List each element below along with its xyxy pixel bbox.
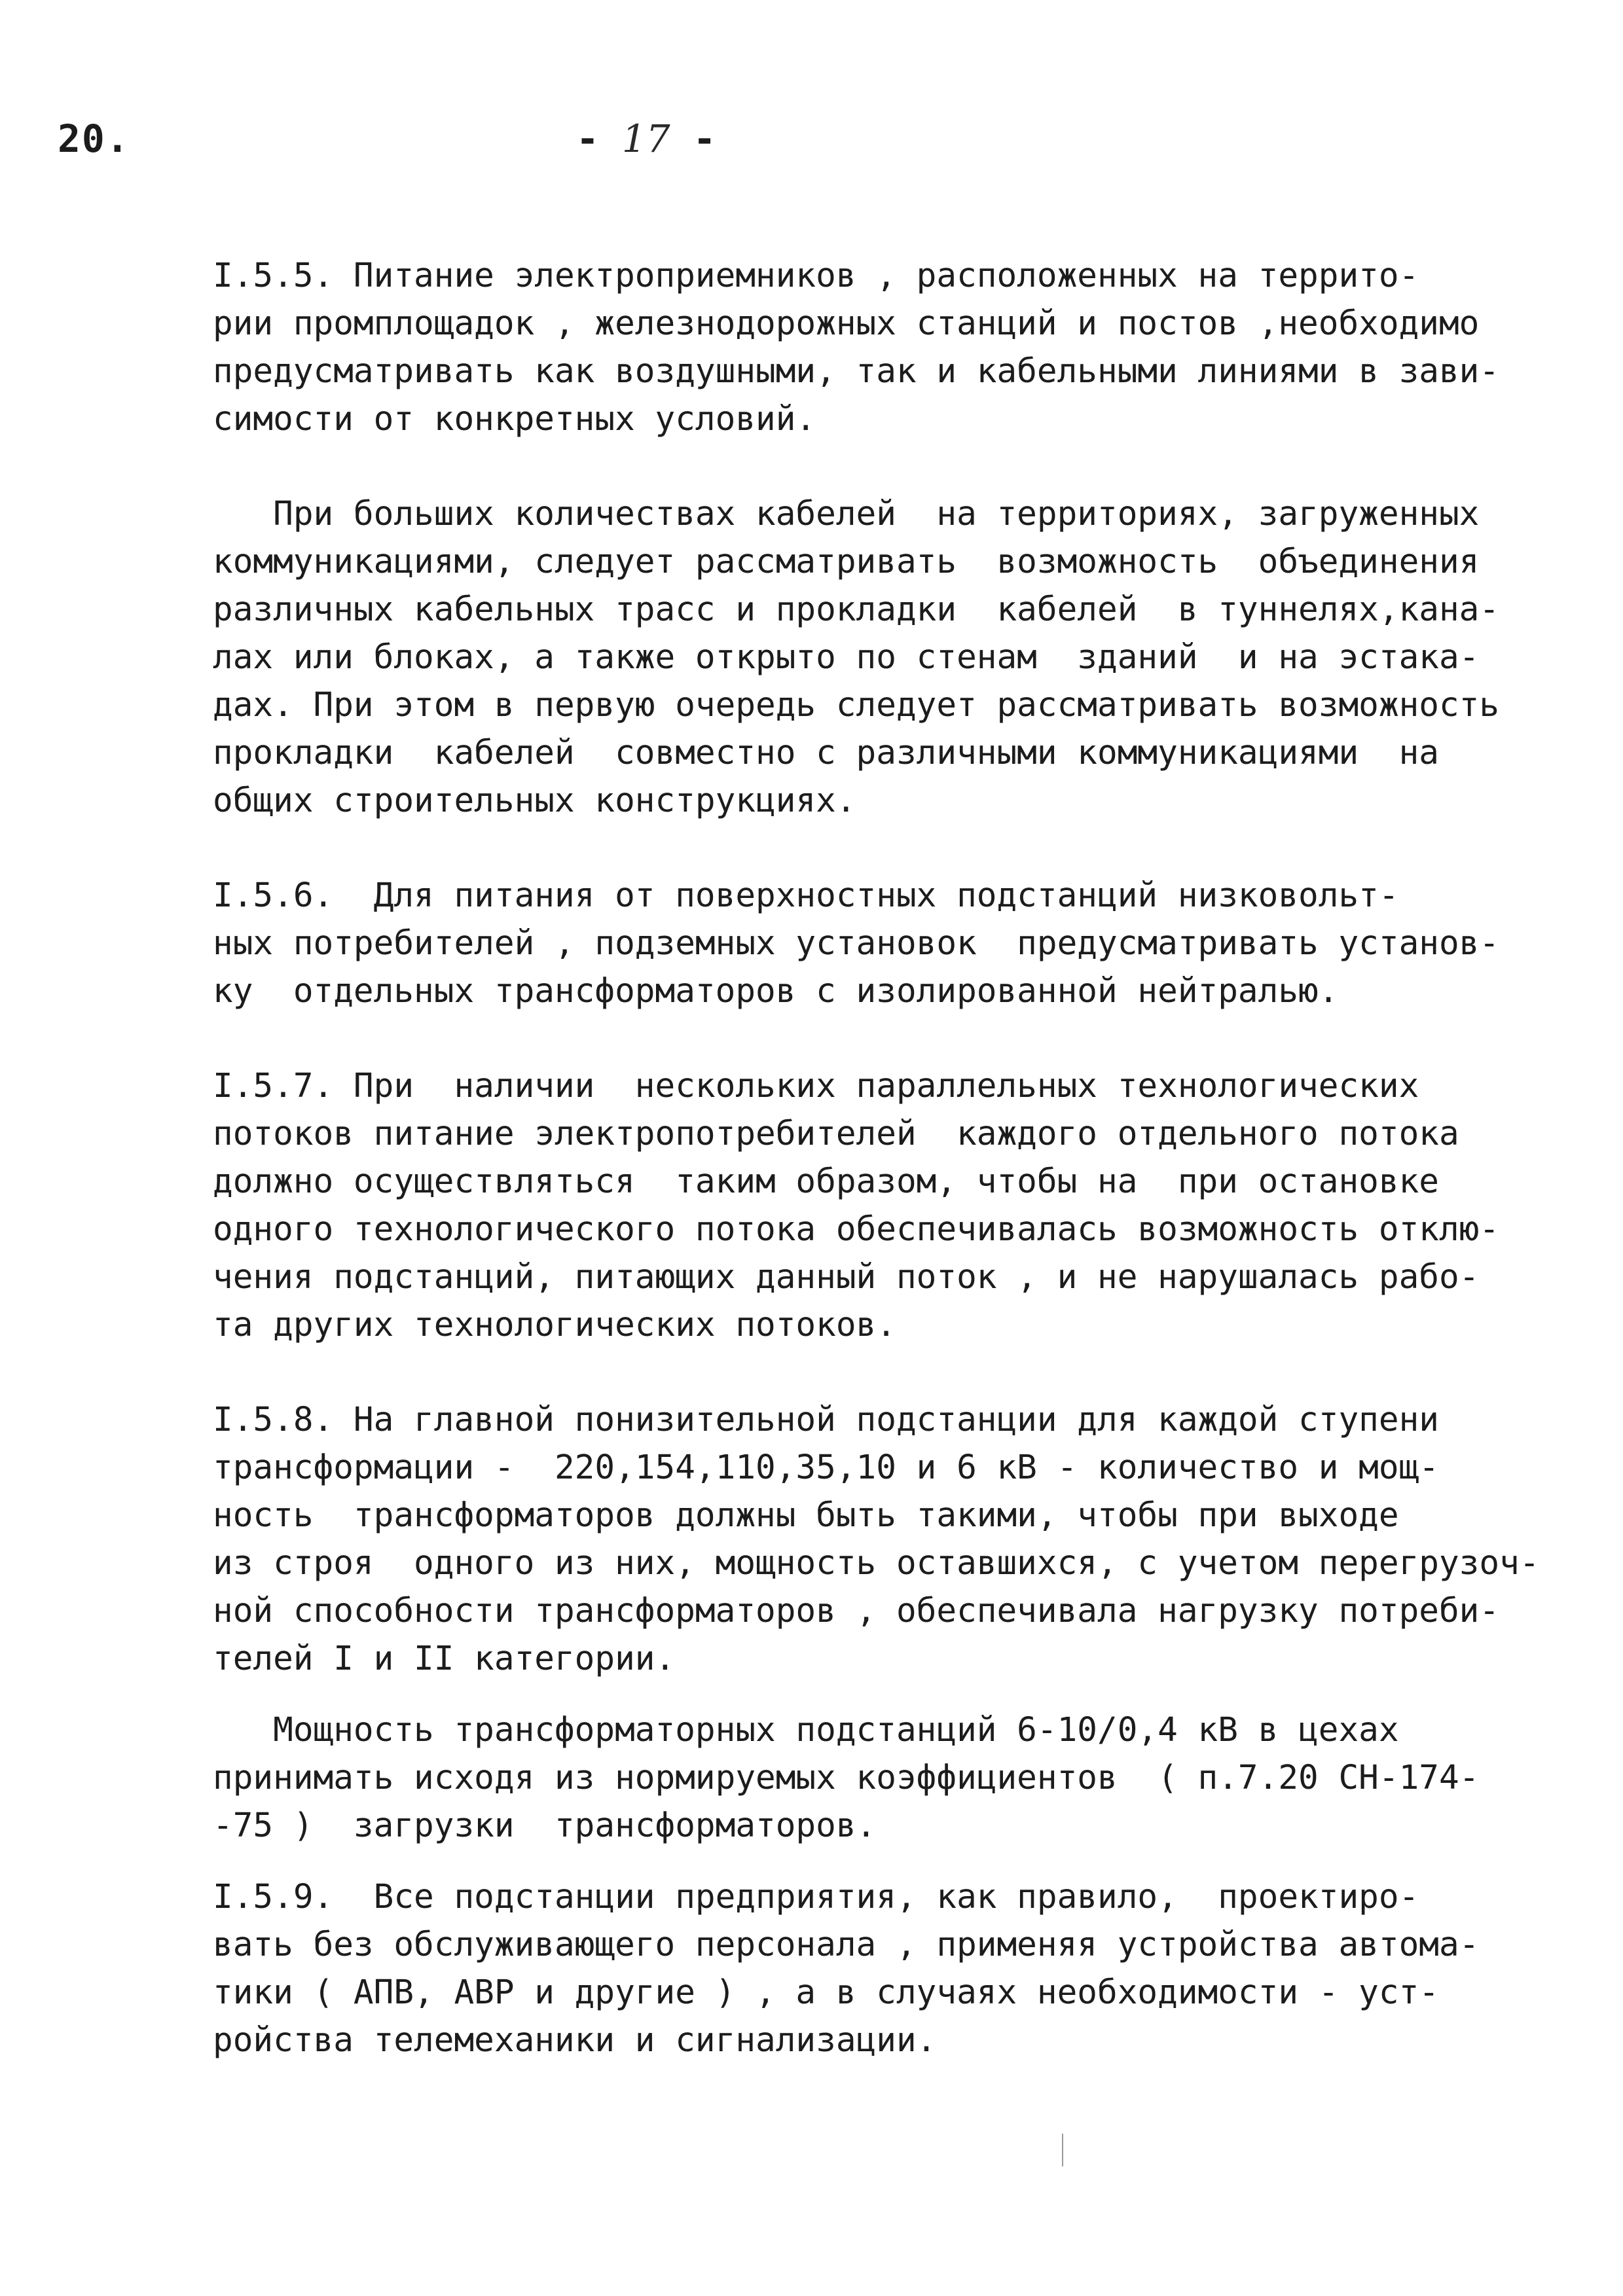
text-line: чения подстанций, питающих данный поток , и не нарушалась рабо- bbox=[213, 1258, 1480, 1297]
text-line: различных кабельных трасс и прокладки кабелей в туннелях,кана- bbox=[213, 590, 1500, 629]
text-line: принимать исходя из нормируемых коэффициентов ( п.7.20 СН-174- bbox=[213, 1759, 1480, 1797]
text-line: ку отдельных трансформаторов с изолированной нейтралью. bbox=[213, 972, 1339, 1011]
text-line: потоков питание электропотребителей каждого отдельного потока bbox=[213, 1115, 1459, 1153]
text-line: коммуникациями, следует рассматривать возможность объединения bbox=[213, 543, 1480, 581]
page-number-prefix: - bbox=[576, 117, 622, 161]
paragraph-p-1-5-8 bbox=[213, 1396, 1540, 1683]
text-line: ность трансформаторов должны быть такими, чтобы при выходе bbox=[213, 1496, 1399, 1535]
page-number-suffix: - bbox=[670, 117, 716, 161]
paragraph-p-power bbox=[213, 1706, 1496, 1850]
text-line: I.5.5. Питание электроприемников , расположенных на террито- bbox=[213, 257, 1419, 295]
text-line: трансформации - 220,154,110,35,10 и 6 кВ - количество и мощ- bbox=[213, 1448, 1439, 1487]
paragraph-p-1-5-5 bbox=[213, 252, 1500, 443]
text-line: рии промплощадок , железнодорожных станций и постов ,необходимо bbox=[213, 304, 1480, 343]
text-line: I.5.9. Все подстанции предприятия, как правило, проектиро- bbox=[213, 1878, 1419, 1916]
text-line: Мощность трансформаторных подстанций 6-10/0,4 кВ в цехах bbox=[213, 1711, 1399, 1749]
page-number-left: 20. bbox=[58, 117, 130, 161]
text-line: I.5.8. На главной понизительной подстанции для каждой ступени bbox=[213, 1401, 1439, 1439]
text-line: прокладки кабелей совместно с различными коммуникациями на bbox=[213, 734, 1439, 772]
text-line: лах или блоках, а также открыто по стенам зданий и на эстака- bbox=[213, 638, 1480, 677]
text-line: дах. При этом в первую очередь следует рассматривать возможность bbox=[213, 686, 1500, 725]
paragraph-p-1-5-7 bbox=[213, 1062, 1500, 1349]
paragraph-list bbox=[213, 252, 1540, 2064]
page-number-handwritten: 17 bbox=[621, 117, 670, 161]
text-line: -75 ) загрузки трансформаторов. bbox=[213, 1806, 877, 1845]
text-line: ройства телемеханики и сигнализации. bbox=[213, 2021, 937, 2060]
paragraph-p-cables bbox=[213, 490, 1500, 825]
text-line: ной способности трансформаторов , обеспечивала нагрузку потреби- bbox=[213, 1592, 1500, 1630]
scan-mark bbox=[1062, 2134, 1063, 2166]
page-number-center bbox=[576, 117, 716, 161]
text-line: тики ( АПВ, АВР и другие ) , а в случаях необходимости - уст- bbox=[213, 1973, 1439, 2012]
text-line: ных потребителей , подземных установок предусматривать установ- bbox=[213, 924, 1500, 963]
text-line: I.5.7. При наличии нескольких параллельных технологических bbox=[213, 1067, 1419, 1105]
text-line: I.5.6. Для питания от поверхностных подстанций низковольт- bbox=[213, 876, 1399, 915]
text-line: предусматривать как воздушными, так и кабельными линиями в зави- bbox=[213, 352, 1500, 391]
text-line: из строя одного из них, мощность оставшихся, с учетом перегрузоч- bbox=[213, 1544, 1540, 1583]
text-line: телей I и II категории. bbox=[213, 1640, 676, 1678]
text-line: При больших количествах кабелей на территориях, загруженных bbox=[213, 495, 1480, 533]
text-line: должно осуществляться таким образом, чтобы на при остановке bbox=[213, 1162, 1439, 1201]
text-line: одного технологического потока обеспечивалась возможность отклю- bbox=[213, 1210, 1500, 1249]
text-line: та других технологических потоков. bbox=[213, 1306, 896, 1344]
paragraph-p-1-5-9 bbox=[213, 1873, 1496, 2064]
text-line: вать без обслуживающего персонала , применяя устройства автома- bbox=[213, 1926, 1480, 1964]
paragraph-p-1-5-6 bbox=[213, 872, 1500, 1015]
text-line: общих строительных конструкциях. bbox=[213, 781, 856, 820]
document-body bbox=[213, 252, 1540, 2064]
text-line: симости от конкретных условий. bbox=[213, 400, 816, 439]
